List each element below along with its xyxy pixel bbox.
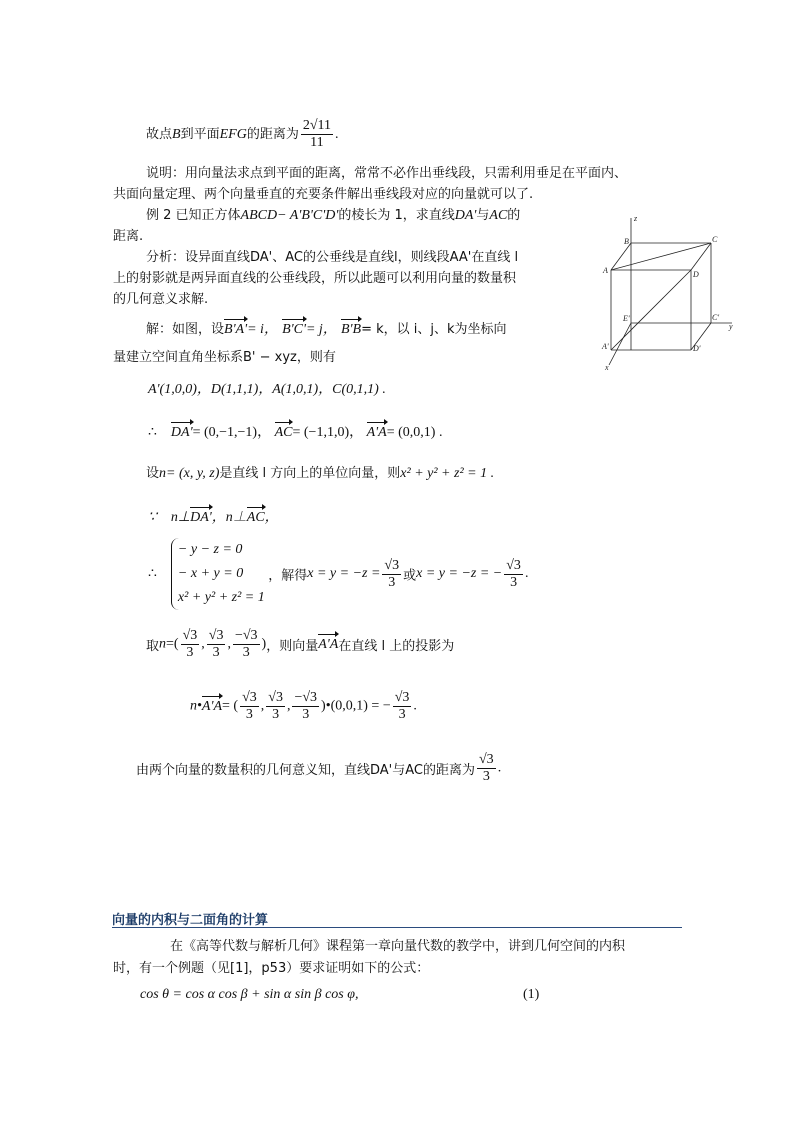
label-d: D	[693, 270, 699, 279]
perp: n⊥	[170, 510, 191, 525]
denominator: 3	[212, 645, 220, 660]
vector-components	[148, 421, 442, 441]
vector-bc: B'C'	[282, 322, 306, 337]
fraction	[181, 628, 200, 661]
vector-da: DA'	[170, 425, 193, 440]
text: 设	[146, 466, 160, 481]
label-b-prime: E'	[623, 314, 630, 323]
vector-n: n•	[190, 698, 202, 714]
system-row: x² + y² + z² = 1	[177, 590, 265, 605]
vector-ac: AC	[274, 425, 293, 440]
system-brace	[171, 538, 265, 610]
paragraph-line-1: 在《高等代数与解析几何》课程第一章向量代数的教学中，讲到几何空间的内积	[170, 939, 626, 954]
label-z: z	[634, 214, 638, 223]
fraction	[233, 628, 260, 661]
period: .	[497, 760, 502, 776]
label-y: y	[729, 322, 733, 331]
fraction	[382, 558, 401, 591]
cube-figure	[596, 210, 742, 372]
point-coordinates: A'(1,0,0)，D(1,1,1)，A(1,0,1)，C(0,1,1) .	[148, 382, 386, 397]
numerator: √3	[268, 690, 283, 705]
diagonal-da	[611, 270, 691, 350]
unit-condition: x² + y² + z² = 1 .	[400, 466, 495, 481]
eq: = (0,−1,−1)，	[192, 425, 272, 440]
text: 与	[476, 208, 490, 223]
numerator: √3	[182, 628, 198, 643]
fraction	[207, 628, 226, 661]
example-2-line-2: 距离.	[113, 229, 144, 244]
vector-bb: B'B	[340, 322, 362, 337]
numerator: √3	[479, 752, 494, 767]
formula: cos θ = cos α cos β + sin α sin β cos φ,	[140, 987, 359, 1002]
system-row: − x + y = 0	[177, 566, 244, 581]
eq: = (−1,1,0)，	[292, 425, 364, 440]
projection-line: n•A'A= ( $\frac{√3}{3}$ , $\frac{√3}{3}$ , $\frac{-√3}{3}$ )•(0,0,1) = − $\frac{√3}{3}$ .	[190, 690, 417, 722]
period: .	[413, 698, 417, 714]
label-a-prime: A'	[602, 342, 609, 351]
comma: ，	[264, 510, 279, 525]
numerator: −√3	[234, 628, 258, 643]
solution-1: x = y = −z =	[307, 566, 381, 581]
numerator: −√3	[294, 690, 318, 705]
text: = k，以 i、j、k为坐标向	[361, 322, 507, 337]
eq: = j，	[305, 322, 337, 337]
label-c-prime: C'	[712, 313, 720, 322]
line-ac: AC	[489, 208, 508, 223]
fraction	[504, 558, 523, 591]
vector-aa: A'A	[201, 698, 223, 714]
eq: = i，	[247, 322, 278, 337]
dot-product: )•(0,0,1) = −	[321, 698, 391, 714]
distance-result-line	[146, 118, 339, 151]
text: 是直线 l 方向上的单位向量，则	[219, 466, 401, 481]
denominator: 3	[510, 574, 518, 590]
formula-number: (1)	[523, 987, 540, 1002]
fraction	[477, 752, 496, 785]
denominator: 3	[302, 707, 310, 722]
plane-efg: EFG	[219, 127, 247, 142]
text: 或	[403, 568, 417, 584]
equation-system	[148, 538, 528, 610]
note-line-2: 共面向量定理、两个向量垂直的充要条件解出垂线段对应的向量就可以了.	[113, 187, 534, 202]
text: 到平面	[180, 127, 220, 142]
solution-2: x = y = −z = −	[416, 566, 503, 581]
vector-ba: B'A'	[224, 322, 248, 337]
vector-n: n	[159, 636, 167, 652]
note-line-1: 说明：用向量法求点到平面的距离，常常不必作出垂线段，只需利用垂足在平面内、	[146, 166, 628, 181]
numerator: √3	[506, 557, 521, 573]
x-axis	[609, 323, 631, 365]
analysis-line-3: 的几何意义求解.	[113, 292, 209, 307]
analysis-line-2: 上的射影就是两异面直线的公垂线段，所以此题可以利用向量的数量积	[113, 271, 517, 286]
analysis-line-1: 分析：设异面直线DA'、AC的公垂线是直线l，则线段AA'在直线 l	[146, 250, 519, 265]
text: ，解得	[268, 568, 308, 584]
edge	[611, 243, 631, 270]
section-divider	[112, 927, 682, 928]
text: 解：如图，设	[146, 322, 225, 337]
line-da: DA'	[454, 208, 477, 223]
text: 的距离为	[246, 127, 299, 142]
period: .	[335, 127, 339, 142]
label-x: x	[605, 363, 609, 372]
eq: = (0,0,1) .	[386, 425, 443, 440]
eq: = (	[222, 698, 239, 714]
vector-da: DA'	[190, 510, 212, 525]
label-a: A	[603, 266, 608, 275]
vector-ac: AC	[246, 510, 265, 525]
denominator: 3	[186, 645, 194, 660]
denominator: 11	[310, 135, 324, 150]
conclusion-line	[136, 752, 501, 785]
system-row: − y − z = 0	[177, 542, 243, 557]
denominator: 3	[242, 645, 250, 660]
text: 的棱长为 1，求直线	[338, 208, 455, 223]
text: 由两个向量的数量积的几何意义知，直线DA'与AC的距离为	[136, 763, 475, 778]
fraction	[240, 690, 259, 723]
text: 在直线 l 上的投影为	[338, 639, 455, 654]
solution-line-1	[146, 318, 507, 338]
fraction	[292, 690, 319, 723]
text: 故点	[146, 127, 173, 142]
numerator: √3	[208, 628, 224, 643]
fraction	[393, 690, 412, 723]
paragraph-line-2: 时，有一个例题（见[1]，p53）要求证明如下的公式：	[113, 961, 430, 976]
text: 的	[507, 208, 521, 223]
eq: = (x, y, z)	[166, 466, 220, 481]
numerator: √3	[394, 690, 410, 705]
vector-aa: A'A	[318, 636, 339, 652]
label-b: B	[624, 237, 629, 246]
fraction	[301, 118, 333, 151]
unit-vector-line	[146, 462, 494, 482]
fraction	[266, 690, 285, 723]
denominator: 3	[272, 707, 280, 722]
text: 取	[146, 639, 160, 654]
numerator: √3	[384, 557, 400, 573]
point-b: B	[172, 127, 181, 142]
example-2-line-1	[146, 204, 520, 224]
perpendicular-line	[148, 506, 279, 526]
text: ，则向量	[266, 639, 319, 654]
denominator: 3	[398, 707, 406, 722]
take-n-line: 取n=( $\frac{√3}{3}$ , $\frac{√3}{3}$ , $\frac{-√3}{3}$ )，则向量A'A在直线 l 上的投影为	[146, 628, 455, 660]
therefore-symbol: ∴	[148, 566, 157, 582]
diagonal-ac	[611, 243, 711, 270]
label-d-prime: D'	[693, 344, 701, 353]
label-c: C	[712, 235, 718, 244]
because-symbol: ∵	[148, 510, 157, 525]
therefore-symbol: ∴	[148, 425, 157, 440]
section-title: 向量的内积与二面角的计算	[112, 913, 269, 928]
vector-aa: A'A	[366, 425, 387, 440]
solution-line-2: 量建立空间直角坐标系B' − xyz，则有	[113, 350, 336, 365]
vector-n: n	[159, 466, 167, 481]
edge	[691, 243, 711, 270]
denominator: 3	[245, 707, 253, 722]
numerator: 2√11	[302, 118, 331, 133]
period: .	[524, 566, 529, 581]
denominator: 3	[482, 769, 490, 784]
cube-name: ABCD− A'B'C'D'	[240, 208, 339, 223]
text: 例 2 已知正方体	[146, 208, 241, 223]
numerator: √3	[242, 690, 257, 705]
perp: ，n⊥	[211, 510, 247, 525]
denominator: 3	[388, 574, 396, 590]
